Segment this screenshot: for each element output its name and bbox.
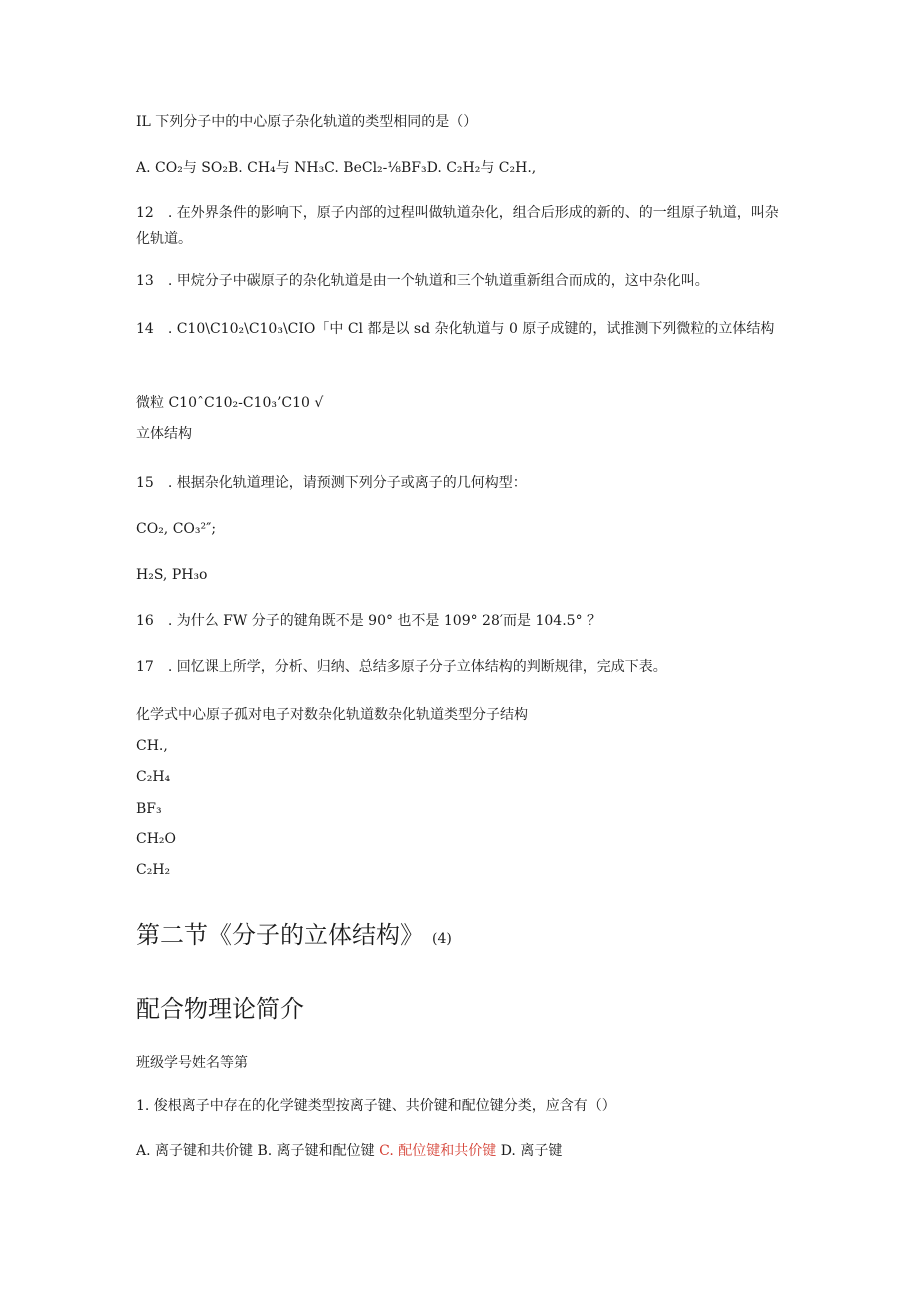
section-title xyxy=(136,920,790,954)
question-11-stem: IL 下列分子中的中心原子杂化轨道的类型相同的是（） xyxy=(136,114,478,130)
option-c-highlighted: C. 配位键和共价键 xyxy=(379,1143,497,1159)
question-13: 13 . 甲烷分子中碳原子的杂化轨道是由一个轨道和三个轨道重新组合而成的，这中杂化叫。 xyxy=(136,273,709,289)
question-15-line-2: H₂S, PH₃o xyxy=(136,567,208,583)
question-11-options: A. CO₂与 SO₂B. CH₄与 NH₃C. BeCl₂-⅛BF₃D. C₂H₂与 C₂H., xyxy=(136,160,537,176)
table-row: C₂H₂ xyxy=(136,862,171,878)
section-title-text: 第二节《分子的立体结构》 xyxy=(136,921,424,949)
student-info: 班级学号姓名等第 xyxy=(136,1055,248,1071)
question-15-stem: 15 . 根据杂化轨道理论，请预测下列分子或离子的几何构型： xyxy=(136,475,527,491)
practice-1-stem: 1. 俊根离子中存在的化学键类型按离子键、共价键和配位键分类，应含有（） xyxy=(136,1098,616,1114)
table-row: C₂H₄ xyxy=(136,769,171,785)
question-14-particles: 微粒 C10ˆC10₂-C10₃’C10 √ xyxy=(136,395,324,411)
table-row: BF₃ xyxy=(136,801,162,817)
question-17-stem: 17 . 回忆课上所学，分析、归纳、总结多原子分子立体结构的判断规律，完成下表。 xyxy=(136,659,667,675)
section-subtitle: 配合物理论简介 xyxy=(136,995,304,1023)
table-row: CH., xyxy=(136,738,168,754)
question-14-structure-label: 立体结构 xyxy=(136,426,192,442)
question-15-line-1: CO₂, CO₃²″; xyxy=(136,521,217,537)
section-number: (4) xyxy=(432,931,452,947)
table-row: CH₂O xyxy=(136,831,177,847)
option-d: D. 离子键 xyxy=(500,1143,563,1159)
option-a: A. 离子键和共价键 xyxy=(136,1143,254,1159)
option-b: B. 离子键和配位键 xyxy=(257,1143,375,1159)
question-16: 16 . 为什么 FW 分子的键角既不是 90° 也不是 109° 28′而是 104.5° ？ xyxy=(136,613,602,629)
question-12: 12 . 在外界条件的影响下，原子内部的过程叫做轨道杂化，组合后形成的新的、的一组原子轨道，叫杂化轨道。 xyxy=(136,205,779,247)
practice-1-options xyxy=(136,1141,790,1161)
question-14-stem: 14 . C10\C10₂\C10₃\CIO「中 Cl 都是以 sd 杂化轨道与 0 原子成键的，试推测下列微粒的立体结构 xyxy=(136,321,775,337)
table-header: 化学式中心原子孤对电子对数杂化轨道数杂化轨道类型分子结构 xyxy=(136,707,528,723)
